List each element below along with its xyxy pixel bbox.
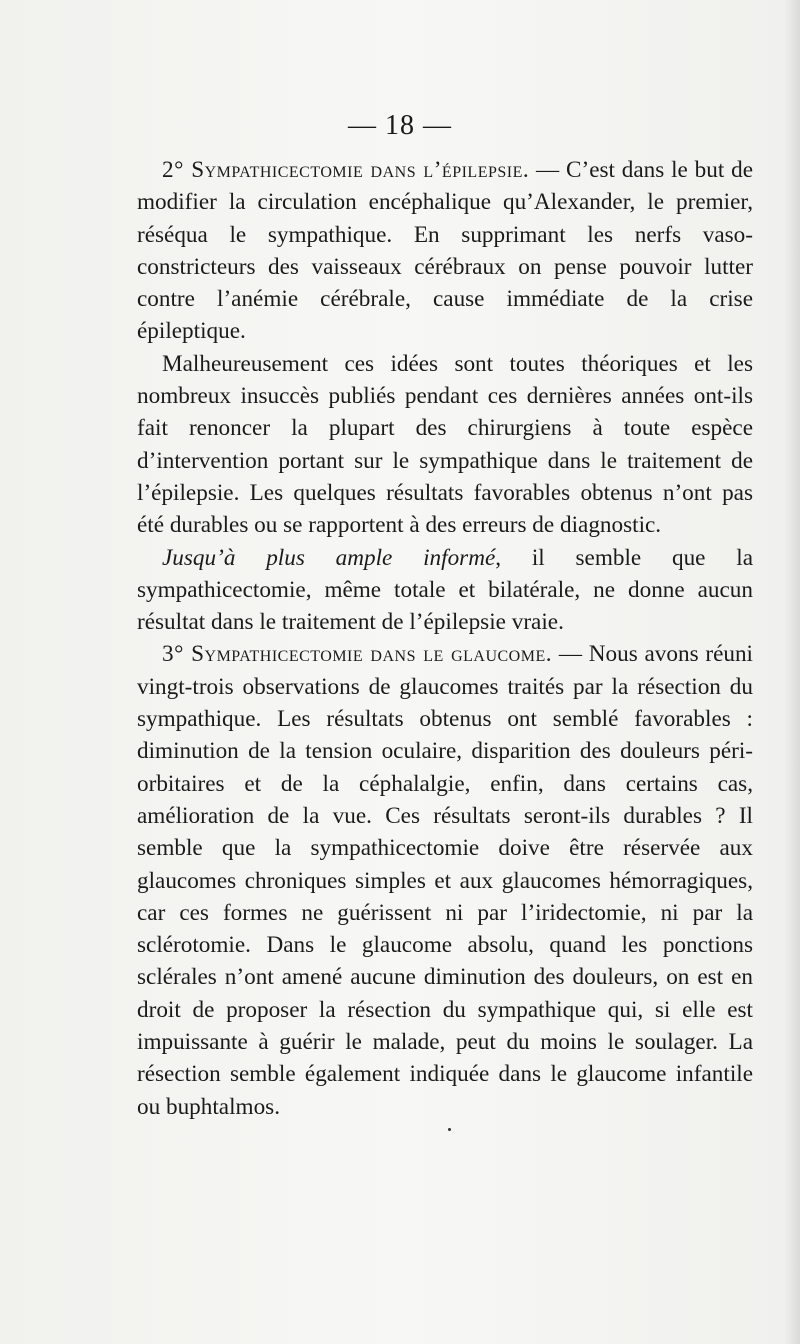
italic-phrase: Jusqu’à plus ample informé: [162, 544, 496, 571]
paragraph-epilepsy-conclusion: [137, 542, 753, 639]
paragraph-text: , il semble que la sympathicectomie, même totale et bilatérale, ne donne aucun résultat dans le traitement de l’épilepsie vraie.: [137, 544, 753, 636]
section-heading-glaucoma: 3° Sympathicectomie dans le glaucome.: [162, 641, 553, 668]
paragraph-epilepsy-results: [137, 348, 753, 542]
page-number: — 18 —: [348, 110, 452, 141]
paragraph-epilepsy-intro: [137, 154, 753, 348]
page-edge-shadow: [784, 0, 800, 1344]
paragraph-text: Malheureusement ces idées sont toutes théoriques et les nombreux insuccès publiés pendant ces dernières années ont-ils fait renoncer la plupart des chirurgiens à toute espèce d’intervention portant sur le sympathique dans le traitement de l’épilepsie. Les quelques résultats favorables obtenus n’ont pas été durables ou se rapportent à des erreurs de diagnostic.: [137, 350, 753, 539]
section-heading-epilepsy: 2° Sympathicectomie dans l’épilepsie.: [162, 157, 530, 183]
paragraph-text: — Nous avons réuni vingt-trois observations de glaucomes traités par la résection du sympathique. Les résultats obtenus ont semblé favorables : diminution de la tension oculaire, disparition des douleurs péri-orbitaires et de la céphalalgie, enfin, dans certains cas, amélioration de la vue. Ces résultats seront-ils durables ? Il semble que la sympathicectomie doive être réservée aux glaucomes chroniques simples et aux glaucomes hémorragiques, car ces formes ne guérissent ni par l’iridectomie, ni par la sclérotomie. Dans le glaucome absolu, quand les ponctions sclérales n’ont amené aucune diminution des douleurs, on est en droit de proposer la résection du sympathique qui, si elle est impuissante à guérir le malade, peut du moins le soulager. La résection semble également indiquée dans le glaucome infantile ou buphtalmos.: [137, 641, 754, 1120]
paragraph-glaucoma: [137, 638, 753, 1122]
ink-dot: [448, 1128, 451, 1131]
paragraph-text: — C’est dans le but de modifier la circulation encéphalique qu’Alexander, le premier, réséqua le sympathique. En supprimant les nerfs vaso-constricteurs des vaisseaux cérébraux on pense pouvoir lutter contre l’anémie cérébrale, cause immédiate de la crise épileptique.: [137, 157, 753, 345]
body-text: [137, 154, 753, 1123]
